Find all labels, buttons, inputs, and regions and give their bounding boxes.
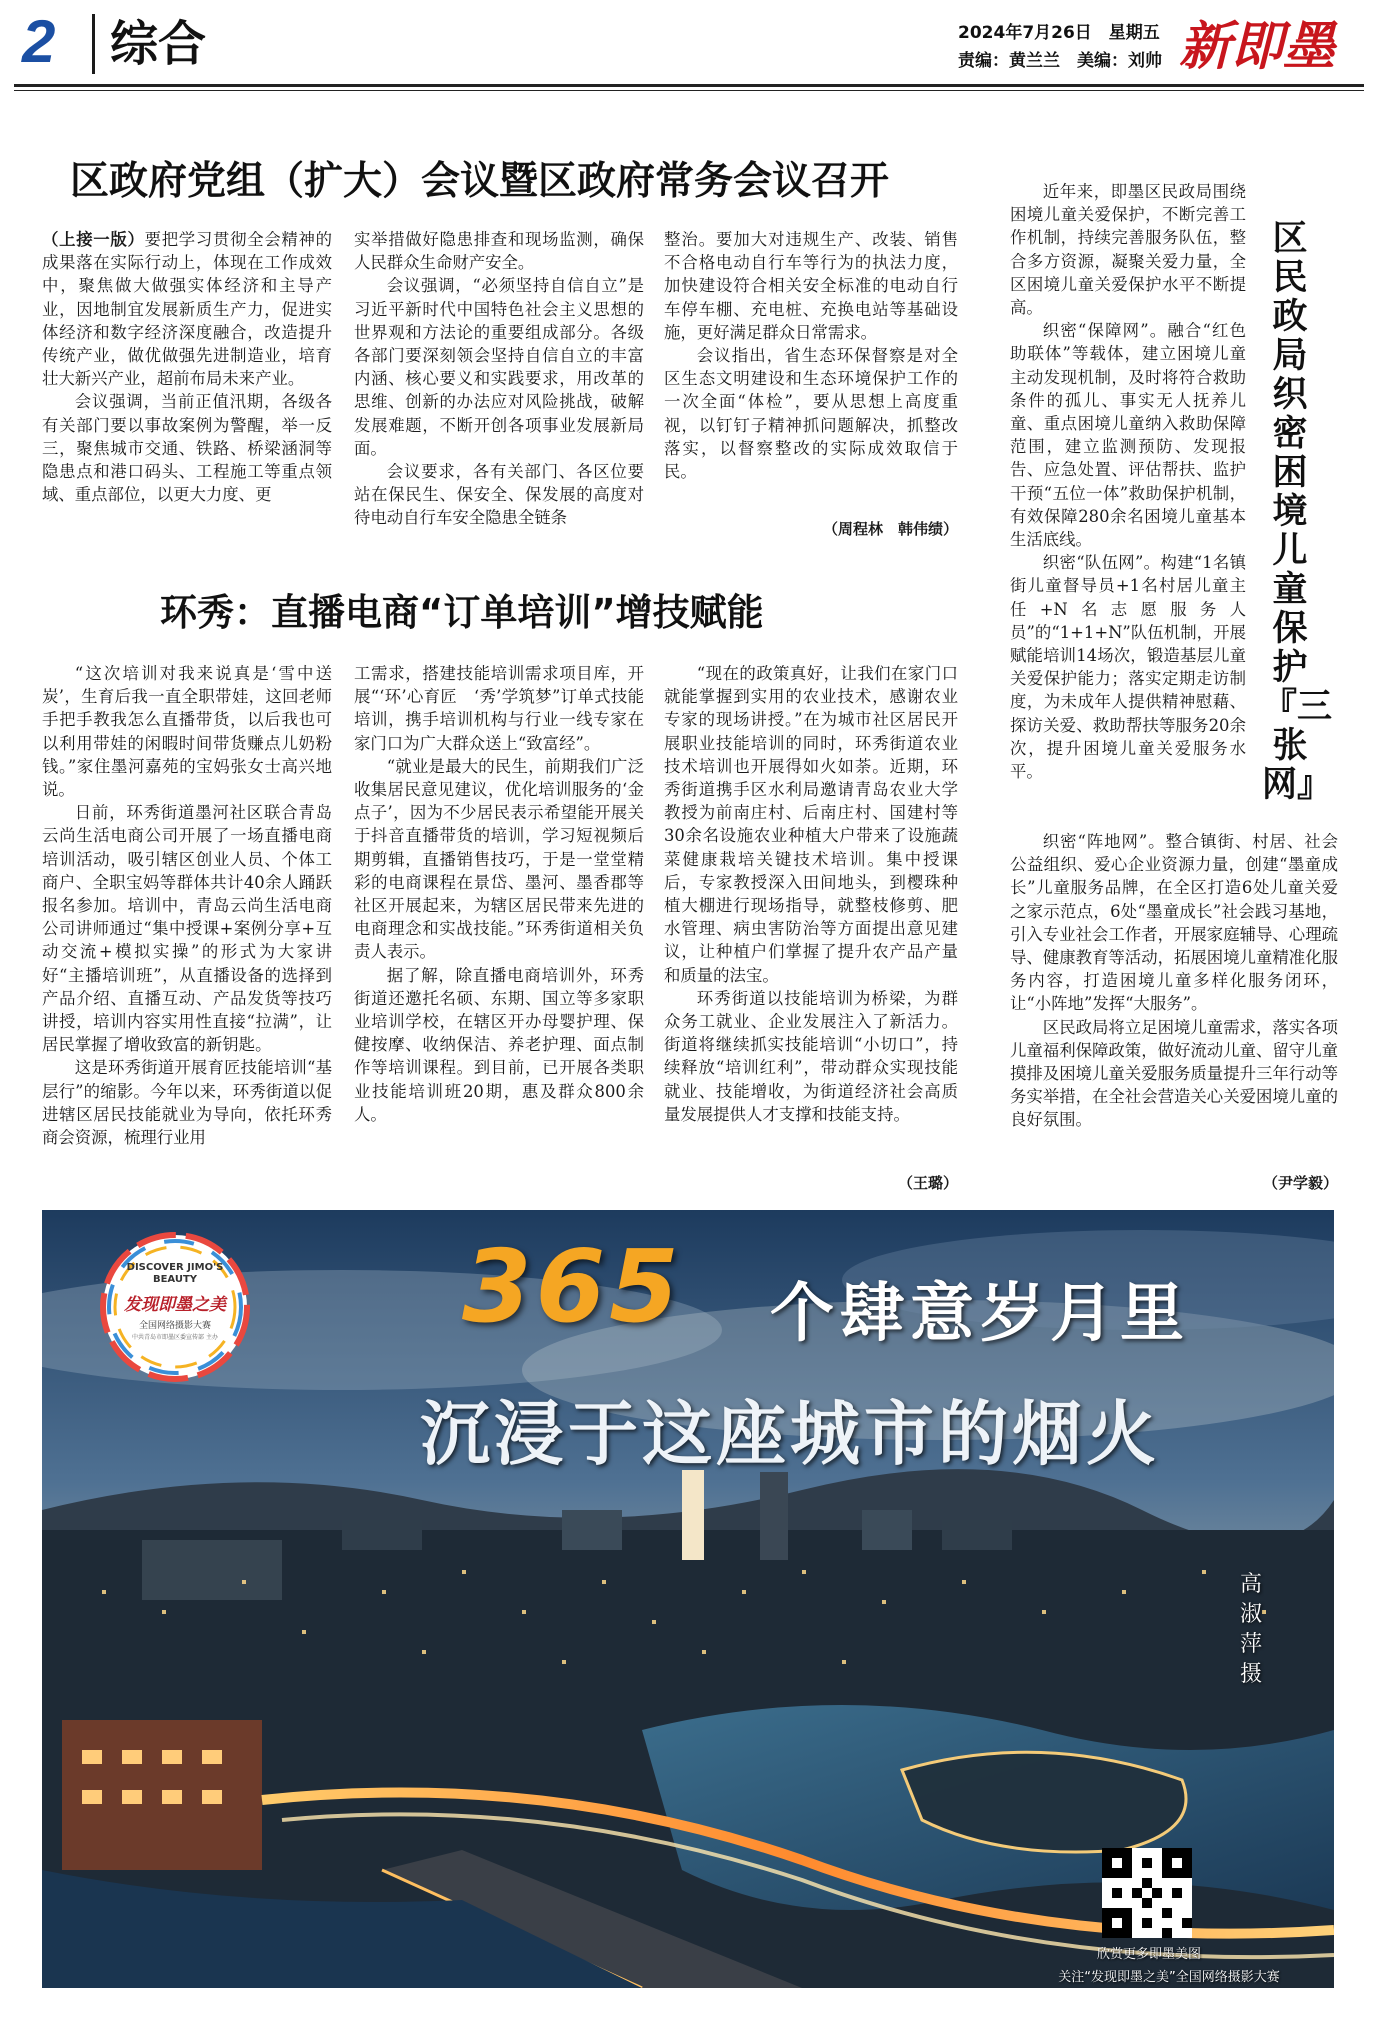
photographer-credit: 高淑萍摄 (1240, 1572, 1263, 1687)
article1-col1 (42, 228, 332, 506)
qr-caption: 欣赏更多即墨美图 (1096, 1947, 1201, 1962)
photo-title-line2: 沉浸于这座城市的烟火 (420, 1393, 1160, 1475)
article1-text: 要把学习贯彻全会精神的成果落在实际行动上，体现在工作成效中，聚焦做大做强实体经济和主导产业，因地制宜发展新质生产力，促进实体经济和数字经济深度融合，改造提升传统产业，做优做强先进制造业，培育壮大新兴产业，超前布局未来产业。 (42, 230, 333, 389)
masthead-logo (1175, 8, 1365, 80)
article3-para: 织密“保障网”。融合“红色助联体”等载体，建立困境儿童主动发现机制，及时将符合救助条件的孤儿、事实无人抚养儿童、重点困境儿童纳入救助保障范围，建立监测预防、发现报告、应急处置、评估帮扶、监护干预“五位一体”救助保护机制，有效保障280余名困境儿童基本生活底线。 (1010, 321, 1246, 550)
header-divider (92, 14, 95, 74)
article2-author: （王璐） (897, 1174, 958, 1192)
article2-col2 (354, 662, 644, 1126)
header-rule (14, 84, 1364, 87)
article1-lead-tag: （上接一版） (42, 230, 145, 249)
article3-title: 区民政局织密困境儿童保护『三张网』 (1262, 219, 1333, 805)
article3-para: 织密“队伍网”。构建“1名镇街儿童督导员+1名村居儿童主任+N名志愿服务人员”的“1+1+N”队伍机制，开展赋能培训14场次，锻造基层儿童关爱保护能力；落实定期走访制度，为未成年人提供精神慰藉、探访关爱、救助帮扶等服务20余次，提升困境儿童关爱服务水平。 (1010, 553, 1246, 782)
badge-organizer: 中共青岛市即墨区委宣传部 主办 (132, 1334, 218, 1341)
article2-col1-para: 日前，环秀街道墨河社区联合青岛云尚生活电商公司开展了一场直播电商培训活动，吸引辖区创业人员、个体工商户、全职宝妈等群体共计40余人踊跃报名参加。培训中，青岛云尚生活电商公司讲师通过“集中授课+案例分享+互动交流+模拟实操”的形式为大家讲好“主播培训班”，从直播设备的选择到产品介绍、直播互动、产品发货等技巧讲授，培训内容实用性直接“拉满”，让居民掌握了增收致富的新钥匙。 (42, 803, 332, 1055)
article1-col2-para: 会议要求，各有关部门、各区位要站在保民生、保安全、保发展的高度对待电动自行车安全隐患全链条 (354, 462, 644, 528)
article2-col2-para: 工需求，搭建技能培训需求项目库，开展“‘环’心育匠 ‘秀’学筑梦”订单式技能培训，携手培训机构与行业一线专家在家门口为广大群众送上“致富经”。 (354, 664, 644, 753)
article2-col1 (42, 662, 332, 1149)
masthead-logo-text: 新即墨 (1179, 16, 1336, 77)
badge-chinese-title: 发现即墨之美 (124, 1295, 226, 1315)
article2-col1-para: “这次培训对我来说真是‘雪中送炭’，生育后我一直全职带娃，这回老师手把手教我怎么直播带货，以后我也可以利用带娃的闲暇时间带货赚点儿奶粉钱。”家住墨河嘉苑的宝妈张女士高兴地说。 (42, 664, 332, 800)
badge-subtitle: 全国网络摄影大赛 (138, 1321, 211, 1331)
article3-para: 区民政局将立足困境儿童需求，落实各项儿童福利保障政策，做好流动儿童、留守儿童摸排及困境儿童关爱服务质量提升三年行动等务实举措，在全社会营造关心关爱困境儿童的良好氛围。 (1010, 1017, 1338, 1130)
article3-para: 近年来，即墨区民政局围绕困境儿童关爱保护，不断完善工作机制，持续完善服务队伍，整合多方资源，凝聚关爱力量，全区困境儿童关爱保护水平不断提高。 (1010, 182, 1246, 318)
article2-col2-para: 据了解，除直播电商培训外，环秀街道还邀托名硕、东期、国立等多家职业培训学校，在辖区开办母婴护理、保健按摩、收纳保洁、养老护理、面点制作等培训课程。到目前，已开展各类职业技能培训班20期，惠及群众800余人。 (354, 965, 644, 1124)
page-number: 2 (22, 8, 56, 75)
article2-col3 (664, 662, 958, 1126)
article1-col3 (664, 228, 958, 483)
article1-author: （周程林 韩伟绩） (822, 520, 958, 538)
section-name: 综合 (110, 16, 207, 72)
article2-col1-para: 这是环秀街道开展育匠技能培训“基层行”的缩影。今年以来，环秀街道以促进辖区居民技能就业为导向，依托环秀商会资源，梳理行业用 (42, 1058, 332, 1148)
qr-contest-caption: 关注“发现即墨之美”全国网络摄影大赛 (1058, 1970, 1280, 1985)
article1-col2-para: 会议强调，“必须坚持自信自立”是习近平新时代中国特色社会主义思想的世界观和方法论的重要组成部分。各级各部门要深刻领会坚持自信自立的丰富内涵、核心要义和实践要求，用改革的思维、创新的办法应对风险挑战，破解发展难题，不断开创各项事业发展新局面。 (354, 276, 644, 458)
article1-col3-para: 整治。要加大对违规生产、改装、销售不合格电动自行车等行为的执法力度，加快建设符合相关安全标准的电动自行车停车棚、充电桩、充换电站等基础设施，更好满足群众日常需求。 (664, 230, 958, 342)
article1-title: 区政府党组（扩大）会议暨区政府常务会议召开 (70, 159, 890, 204)
article3-lower-col (1010, 830, 1338, 1132)
photo-title-line1: 个肆意岁月里 (770, 1277, 1190, 1351)
photo-big-number: 365 (462, 1228, 683, 1345)
article2-col2-para: “就业是最大的民生，前期我们广泛收集居民意见建议，优化培训服务的‘金点子’，因为不少居民表示希望能开展关于抖音直播带货的培训，学习短视频后期剪辑，直播销售技巧，于是一堂堂精彩的电商课程在景岱、墨河、墨香郡等社区开展起来，为辖区居民带来先进的电商理念和实战技能。”环秀街道相关负责人表示。 (354, 756, 644, 962)
article1-col3-para: 会议指出，省生态环保督察是对全区生态文明建设和生态环境保护工作的一次全面“体检”，要从思想上高度重视，以钉钉子精神抓问题解决，抓整改落实，以督察整改的实际成效取信于民。 (664, 346, 958, 482)
article1-col2-para: 实举措做好隐患排查和现场监测，确保人民群众生命财产安全。 (354, 230, 644, 273)
article3-upper-col (1010, 180, 1246, 783)
article1-col2 (354, 228, 644, 530)
article3-author: （尹学毅） (1262, 1174, 1338, 1192)
header-rule-thin (14, 90, 1364, 91)
article2-title: 环秀：直播电商“订单培训”增技赋能 (160, 591, 764, 634)
editors-credit: 责编：黄兰兰 美编：刘帅 (958, 51, 1162, 71)
article1-col1-para (42, 228, 332, 390)
issue-date: 2024年7月26日 星期五 (958, 23, 1160, 43)
article1-col1-para: 会议强调，当前正值汛期，各级各有关部门要以事故案例为警醒，举一反三，聚焦城市交通、铁路、桥梁涵洞等隐患点和港口码头、工程施工等重点领域、重点部位，以更大力度、更 (42, 392, 332, 505)
article2-col3-para: “现在的政策真好，让我们在家门口就能掌握到实用的农业技术，感谢农业专家的现场讲授。”在为城市社区居民开展职业技能培训的同时，环秀街道农业技术培训也开展得如火如荼。近期，环秀街道携手区水利局邀请青岛农业大学教授为前南庄村、后南庄村、国建村等30余名设施农业种植大户带来了设施蔬菜健康栽培关键技术培训。集中授课后，专家教授深入田间地头，到樱珠种植大棚进行现场指导，就整枝修剪、肥水管理、病虫害防治等方面提出意见建议，让种植户们掌握了提升农产品产量和质量的法宝。 (664, 664, 958, 985)
badge-english-title: DISCOVER JIMO'S BEAUTY (126, 1262, 224, 1285)
qr-code-icon[interactable] (1102, 1848, 1192, 1938)
article2-col3-para: 环秀街道以技能培训为桥梁，为群众务工就业、企业发展注入了新活力。街道将继续抓实技能培训“小切口”，持续释放“培训红利”，带动群众实现技能就业、技能增收，为街道经济社会高质量发展提供人才支撑和技能支持。 (664, 988, 958, 1124)
article3-para: 织密“阵地网”。整合镇街、村居、社会公益组织、爱心企业资源力量，创建“墨童成长”儿童服务品牌，在全区打造6处儿童关爱之家示范点，6处“墨童成长”社会践习基地，引入专业社会工作者，开展家庭辅导、心理疏导、健康教育等活动，拓展困境儿童精准化服务内容，打造困境儿童多样化服务闭环，让“小阵地”发挥“大服务”。 (1010, 832, 1338, 1014)
